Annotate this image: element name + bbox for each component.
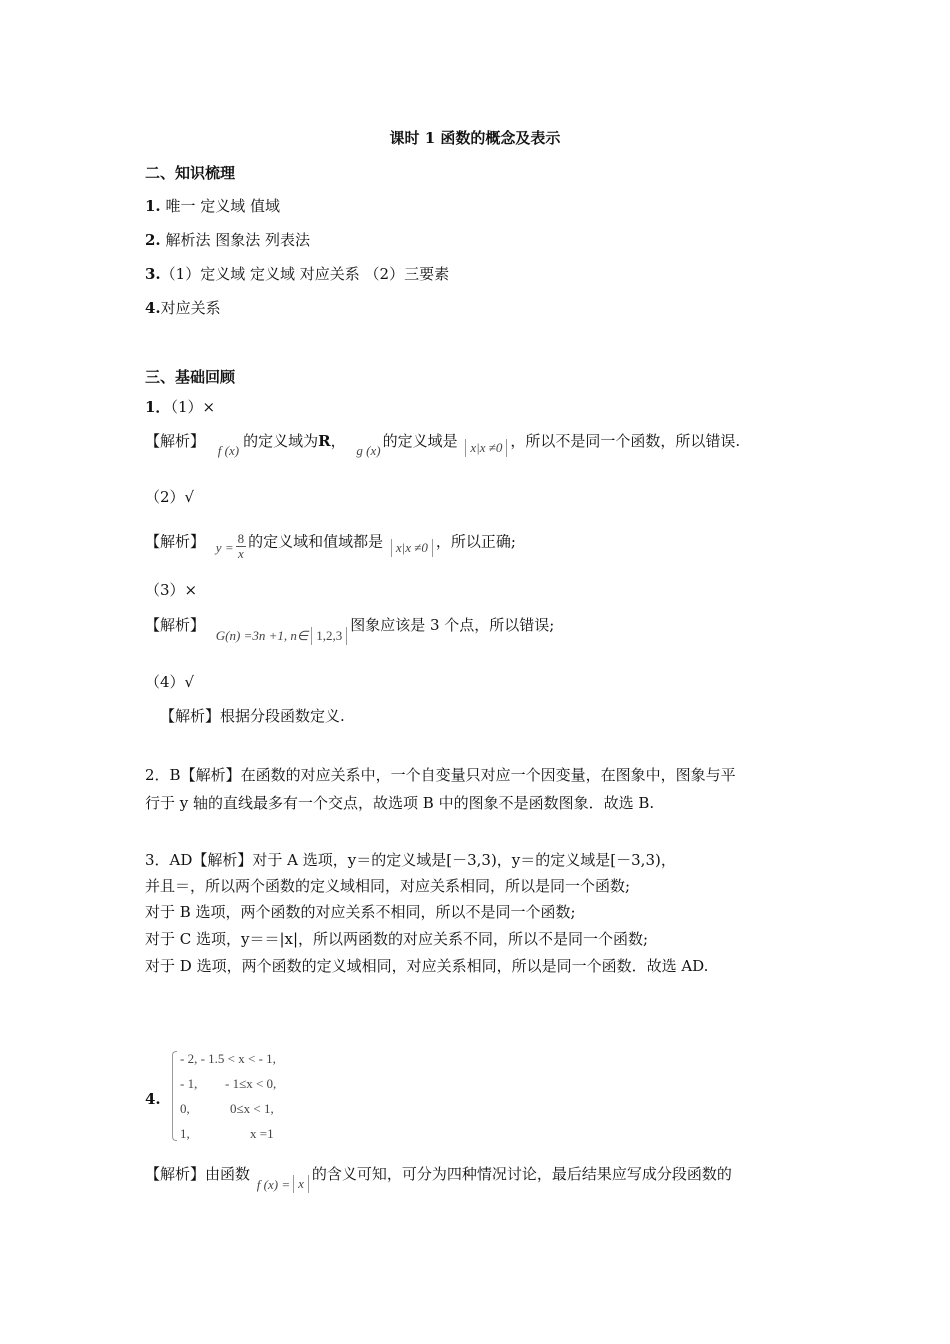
math-expr: G(n) =3n +1, n∈ (215, 628, 309, 643)
piecewise-brace (172, 1051, 177, 1141)
analysis-label: 【解析】 (145, 532, 206, 551)
math-fraction (236, 532, 247, 561)
q1-part2: （2）√ (145, 488, 195, 506)
q1-analysis-3 (145, 614, 555, 643)
item-number: 2. (145, 231, 161, 249)
fraction-numerator: 8 (237, 531, 245, 546)
analysis-text: ，所以不是同一个函数，所以错误. (510, 432, 741, 450)
q1-part4: （4）√ (145, 673, 195, 691)
section-heading-knowledge: 二、知识梳理 (145, 164, 236, 182)
piecewise-row-4 (180, 1126, 274, 1142)
page-title: 课时 1 函数的概念及表示 (389, 129, 561, 147)
item-number: 4. (145, 299, 161, 317)
section-heading-review: 三、基础回顾 (145, 368, 236, 386)
item-text: 解析法 图象法 列表法 (160, 231, 310, 249)
piece-value: 1, (180, 1126, 190, 1141)
q1-analysis-4: 【解析】根据分段函数定义. (160, 707, 345, 725)
analysis-text: ， (330, 432, 346, 450)
math-fx: f (x) = (256, 1177, 291, 1192)
q1-analysis-2 (145, 528, 516, 561)
item-number: 1. (145, 197, 161, 215)
q3-line-3: 对于 B 选项，两个函数的对应关系不相同，所以不是同一个函数; (145, 903, 576, 921)
analysis-text: ，所以正确; (435, 532, 516, 551)
piece-value: - 1, (180, 1076, 198, 1091)
piecewise-row-1 (180, 1051, 276, 1067)
piece-value: - 2, - 1.5 < x < - 1, (180, 1051, 276, 1066)
math-gx: g (x) (356, 443, 381, 458)
piece-value: 0, (180, 1101, 190, 1116)
analysis-label: 【解析】 (145, 432, 206, 450)
piece-condition: - 1≤x < 0, (225, 1076, 277, 1091)
q1-part1-mark: （1）× (170, 398, 216, 416)
analysis-label: 【解析】 (145, 616, 206, 634)
knowledge-item-2 (145, 229, 310, 250)
math-floor-x: x (293, 1175, 309, 1193)
analysis-text: 的定义域和值域都是 (248, 532, 384, 551)
piecewise-function (172, 1047, 322, 1145)
q4-analysis (145, 1163, 732, 1192)
knowledge-item-4 (145, 297, 221, 318)
q2-line-2: 行于 y 轴的直线最多有一个交点，故选项 B 中的图象不是函数图象．故选 B. (145, 794, 655, 812)
knowledge-item-3 (145, 263, 449, 284)
piecewise-row-2 (180, 1076, 277, 1092)
piece-condition: x =1 (250, 1126, 274, 1141)
math-y: y = (215, 539, 234, 555)
knowledge-item-1 (145, 195, 280, 216)
q3-line-2: 并且＝，所以两个函数的定义域相同，对应关系相同，所以是同一个函数; (145, 877, 631, 895)
analysis-text: 的定义域是 (382, 432, 458, 450)
item-text: 对应关系 (160, 299, 221, 317)
analysis-text: 图象应该是 3 个点，所以错误; (350, 616, 555, 634)
q1-analysis-1 (145, 430, 741, 458)
piece-condition: 0≤x < 1, (230, 1101, 274, 1116)
q1-part1 (145, 396, 215, 417)
analysis-text: 的含义可知，可分为四种情况讨论，最后结果应写成分段函数的 (311, 1165, 732, 1183)
math-set: x|x ≠0 (465, 439, 507, 457)
item-text: （1）定义域 定义域 对应关系 （2）三要素 (160, 265, 450, 283)
math-set: 1,2,3 (311, 627, 347, 645)
q1-part3: （3）× (145, 581, 198, 599)
q2-line-1: 2．B【解析】在函数的对应关系中，一个自变量只对应一个因变量，在图象中，图象与平 (145, 766, 736, 784)
piecewise-row-3 (180, 1101, 274, 1117)
q1-number: 1． (145, 398, 171, 416)
item-text: 唯一 定义域 值域 (160, 197, 280, 215)
fraction-denominator: x (237, 546, 244, 561)
analysis-text: 【解析】由函数 (145, 1165, 251, 1183)
set-R: R (318, 432, 331, 450)
item-number: 3. (145, 265, 161, 283)
q3-line-1: 3．AD【解析】对于 A 选项，y＝的定义域是[－3,3)，y＝的定义域是[－3,3)， (145, 851, 676, 869)
math-set: x|x ≠0 (391, 539, 433, 557)
q3-line-5: 对于 D 选项，两个函数的定义域相同，对应关系相同，所以是同一个函数．故选 AD. (145, 957, 709, 975)
q4-number: 4. (145, 1090, 161, 1108)
q3-line-4: 对于 C 选项，y＝＝|x|，所以两函数的对应关系不同，所以不是同一个函数; (145, 930, 649, 948)
math-fx: f (x) (217, 443, 240, 458)
analysis-text: 的定义域为 (243, 432, 319, 450)
